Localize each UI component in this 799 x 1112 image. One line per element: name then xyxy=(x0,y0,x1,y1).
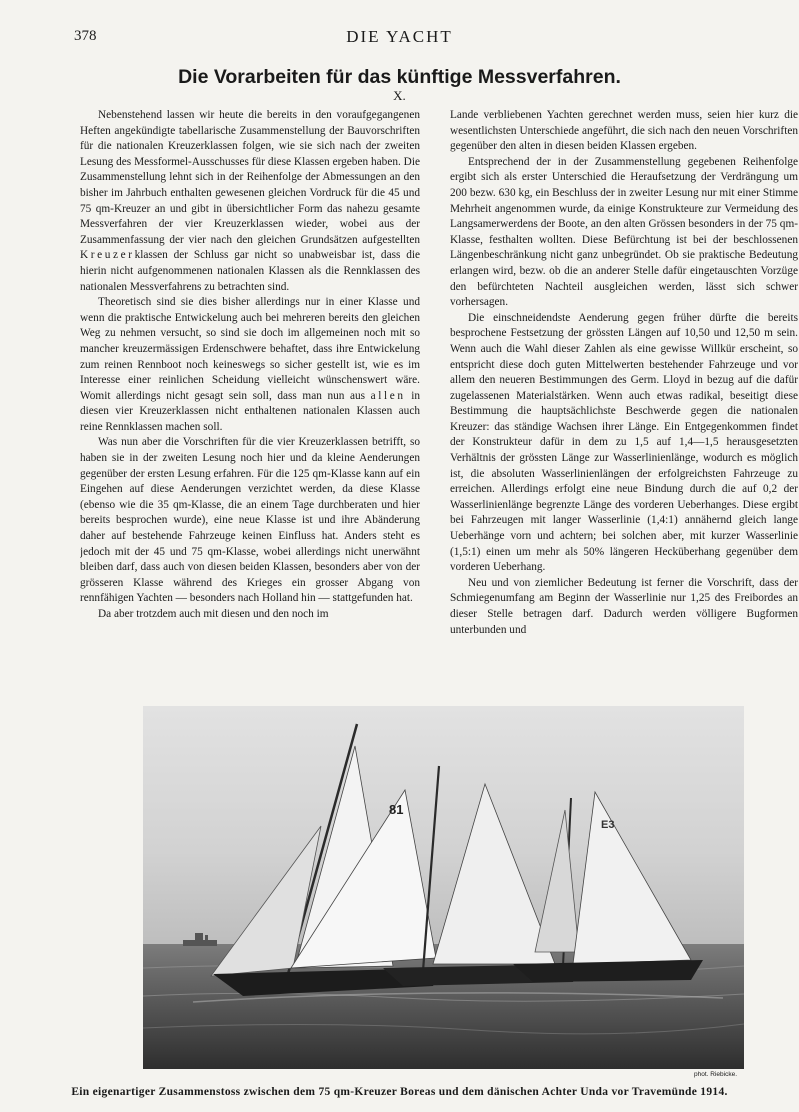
right-column xyxy=(450,108,798,694)
photo-credit: phot. Riebicke. xyxy=(694,1071,737,1078)
paragraph: Die einschneidendste Aenderung gegen früher dürfte die bereits besprochene Festsetzung der grössten Längen auf 10,50 und 12,50 m sein. Wenn auch die Wahl dieser Zahlen als eine gewisse Willkür erscheint, so entspricht diese doch guten Mittelwerten bestehender Fahrzeuge und vor allem den neueren Bestimmungen des Germ. Lloyd in bezug auf die dafür zugelassenen Materialstärken. Wenn auch etwas radikal, beseitigt diese Bestimmung die hauptsächlichste Beschwerde gegen die nationalen Kreuzer: das ständige Wachsen ihrer Länge. Ein Entgegenkommen findet der Konstrukteur dafür in dem zu 1,5 auf 1,4—1,5 herausgesetzten Verhältnis der grössten Länge zur Wasserlinienlänge, wodurch es möglich ist, die absoluten Wasserlinienlängen der erfolgreichsten Fahrzeuge zu erreichen. Allerdings erfolgt eine neue Bindung durch die auf 0,2 der Wasserlinienlänge begrenzte Länge des vorderen Ueberhanges. Diese ergibt bei Fahrzeugen mit langer Wasserlinie (1,4:1) annähernd gleich lange Ueberhänge vorn und achtern; bei solchen aber, mit kurzer Wasserlinie (1,5:1) einen um mehr als 50% längeren Hecküberhang gegenüber dem vorderen Ueberhang. xyxy=(450,311,798,574)
article-part-numeral: X. xyxy=(393,88,406,103)
paragraph: Lande verbliebenen Yachten gerechnet werden muss, seien hier kurz die wesentlichsten Unterschiede angeführt, die sich nach den neuen Vorschriften gegenüber den alten in diesen beiden Klassen ergeben. xyxy=(450,109,798,153)
paragraph: Entsprechend der in der Zusammenstellung gegebenen Reihenfolge ergibt sich als erster Unterschied die Heraufsetzung der Verdrängung um 200 bezw. 630 kg, ein Beschluss der in zweiter Lesung nur mit einer Stimme Mehrheit angenommen wurde, da einige Konstrukteure zur Vermeidung des Langsamerwerdens der Boote, an den alten Grössen besonders in der 75 qm-Klasse, festhalten wollten. Diese Befürchtung ist bei der beschlossenen Längenbeschränkung nicht ganz unbegründet. Ob sie praktische Bedeutung erlangen wird, bezw. ob die an anderer Stelle dafür eingetauschten Vorzüge den befürchteten Nachteil ausgleichen werden, lässt sich schwer vorhersagen. xyxy=(450,155,798,309)
sail-number: E3 xyxy=(601,819,615,831)
paragraph: Da aber trotzdem auch mit diesen und den noch im xyxy=(98,608,329,620)
figure-caption: Ein eigenartiger Zusammenstoss zwischen dem 75 qm-Kreuzer Boreas und dem dänischen Achter Unda vor Travemünde 1914. xyxy=(71,1086,728,1098)
left-column xyxy=(80,108,420,694)
sailing-yachts-photo xyxy=(143,706,744,1069)
paragraph: Neu und von ziemlicher Bedeutung ist ferner die Vorschrift, dass der Schmiegenumfang am Beginn der Wasserlinie nur 1,25 des Freibordes an dieser Stelle betragen darf. Dadurch werden völligere Bugformen unterbunden und xyxy=(450,576,798,636)
page-number: 378 xyxy=(74,28,97,44)
paragraph: Nebenstehend lassen wir heute die bereits in den voraufgegangenen Heften angekündigte tabellarische Zusammenstellung der Bauvorschriften für die nationalen Kreuzerklassen folgen, wie sie sich nach der zweiten Lesung des Messformel-Ausschusses für diese Klassen ergeben haben. Die Zusammenstellung lehnt sich in der Reihenfolge der Abmessungen an den bisher im Jahrbuch enthalten gewesenen gleichen Vordruck für die 45 und 75 qm-Kreuzer an und gibt in übersichtlicher Form das nahezu gesamte Messverfahren der vier Kreuzerklassen wieder, wobei aus der Zusammenfassung der vier nach den gleichen Grundsätzen aufgestellten Kreuzerklassen der Schluss gar nicht so unabweisbar ist, dass die hierin nicht aufgenommenen nationalen Klassen als die Rennklassen des nationalen Messverfahrens zu betrachten sind. xyxy=(80,109,420,293)
running-head: DIE YACHT xyxy=(346,27,453,46)
article-title: Die Vorarbeiten für das künftige Messverfahren. xyxy=(178,66,621,88)
sail-number: 81 xyxy=(389,802,404,817)
paragraph: Theoretisch sind sie dies bisher allerdings nur in einer Klasse und wenn die praktische Entwickelung auch bei mehreren bereits den gleichen Weg zu nehmen versucht, so sind sie doch im allgemeinen noch mit so mancher kreuzermässigen Erdenschwere behaftet, dass ihre Entwickelung zum reinen Rennboot noch keineswegs so sicher gestellt ist, wie es im Interesse einer reinlichen Scheidung vielleicht wünschenswert wäre. Womit allerdings nicht gesagt sein soll, dass man nun aus allen in diesen vier Kreuzerklassen nicht enthaltenen nationalen Klassen auch reine Rennklassen machen soll. xyxy=(80,296,420,433)
paragraph: Was nun aber die Vorschriften für die vier Kreuzerklassen betrifft, so haben sie in der zweiten Lesung noch hier und da kleine Aenderungen gegenüber der ersten Lesung erfahren. Für die 125 qm-Klasse kann auf ein Eingehen auf diese Aenderungen verzichtet werden, da diese Klasse (ebenso wie die 35 qm-Klasse, die an einem Tage durchberaten und hier bereits besprochen wurde), eine neue Klasse ist und ihre Abänderung daher auf bestehende Fahrzeuge keinen Einfluss hat. Anders steht es jedoch mit der 45 und 75 qm-Klasse, wobei allerdings nicht unerwähnt bleiben darf, dass auch von diesen beiden Klassen, besonders aber von der grösseren Klasse während des Krieges ein grosser Abgang von rennfähigen Yachten — besonders nach Holland hin — stattgefunden hat. xyxy=(80,436,420,605)
